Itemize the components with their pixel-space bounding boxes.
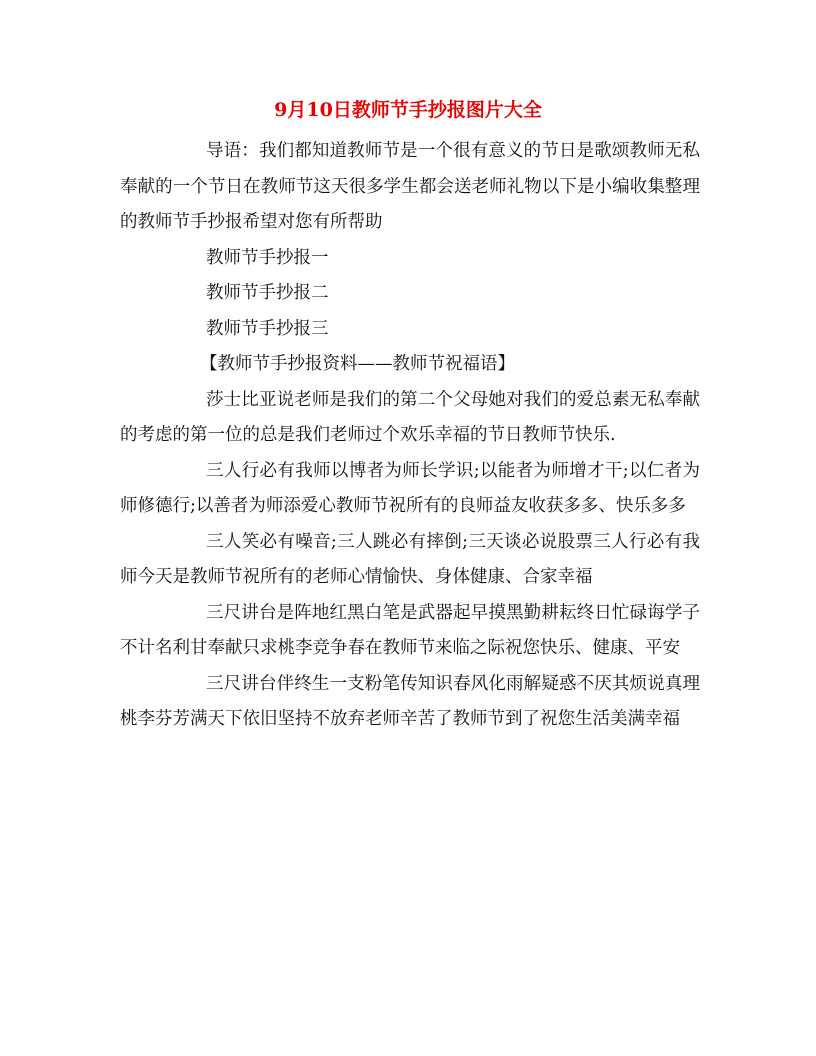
intro-paragraph: 导语：我们都知道教师节是一个很有意义的节日是歌颂教师无私奉献的一个节日在教师节这天很多学生都会送老师礼物以下是小编收集整理的教师节手抄报希望对您有所帮助 xyxy=(120,141,700,232)
list-item: 教师节手抄报一 xyxy=(206,247,329,268)
section-heading: 【教师节手抄报资料——教师节祝福语】 xyxy=(200,354,515,374)
document-body xyxy=(120,134,700,738)
body-paragraph: 三尺讲台是阵地红黑白笔是武器起早摸黑勤耕耘终日忙碌诲学子不计名利甘奉献只求桃李竞争春在教师节来临之际祝您快乐、健康、平安 xyxy=(120,602,700,658)
body-paragraph: 莎士比亚说老师是我们的第二个父母她对我们的爱总素无私奉献的考虑的第一位的总是我们老师过个欢乐幸福的节日教师节快乐. xyxy=(120,389,700,445)
list-item: 教师节手抄报三 xyxy=(206,318,329,339)
body-paragraph: 三人笑必有噪音;三人跳必有摔倒;三天谈必说股票三人行必有我师今天是教师节祝所有的老师心情愉快、身体健康、合家幸福 xyxy=(120,531,700,587)
list-item: 教师节手抄报二 xyxy=(206,283,329,303)
body-paragraph: 三尺讲台伴终生一支粉笔传知识春风化雨解疑惑不厌其烦说真理桃李芬芳满天下依旧坚持不放弃老师辛苦了教师节到了祝您生活美满幸福 xyxy=(120,673,700,729)
document-title: 9月10日教师节手抄报图片大全 xyxy=(274,99,542,121)
body-paragraph: 三人行必有我师以博者为师长学识;以能者为师增才干;以仁者为师修德行;以善者为师添爱心教师节祝所有的良师益友收获多多、快乐多多 xyxy=(120,460,700,516)
